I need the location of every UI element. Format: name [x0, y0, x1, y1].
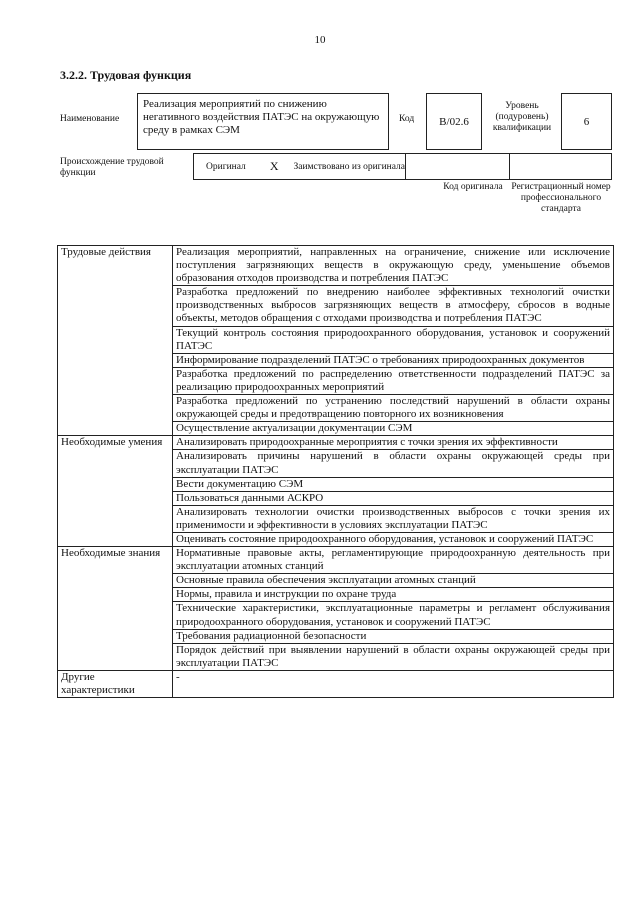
list-item: Анализировать причины нарушений в области охраны окружающей среды при эксплуатации ПАТЭС	[173, 450, 614, 477]
list-item: Оценивать состояние природоохранного оборудования, установок и сооружений ПАТЭС	[173, 532, 614, 546]
list-item: Анализировать технологии очистки производственных выбросов с точки зрения их применимости и эффективности в условиях эксплуатации ПАТЭС	[173, 505, 614, 532]
table-row	[58, 670, 614, 697]
qualification-level-label: Уровень (подуровень) квалификации	[492, 101, 552, 133]
function-code: B/02.6	[439, 115, 469, 128]
section-title: 3.2.2. Трудовая функция	[60, 68, 192, 82]
list-item: Вести документацию СЭМ	[173, 477, 614, 491]
origin-label: Происхождение трудовой функции	[60, 157, 164, 178]
section-title-other-characteristics: Другие характеристики	[58, 670, 173, 697]
list-item: Пользоваться данными АСКРО	[173, 491, 614, 505]
list-item: Осуществление актуализации документации СЭМ	[173, 422, 614, 436]
table-row	[58, 436, 614, 450]
borrowed-label: Заимствовано из оригинала	[293, 161, 405, 172]
origin-code-caption: Код оригинала	[443, 182, 503, 192]
origin-regnum-caption: Регистрационный номер профессионального стандарта	[511, 182, 611, 214]
table-row	[58, 547, 614, 574]
list-item: Нормативные правовые акты, регламентирующие природоохранную деятельность при эксплуатации атомных станций	[173, 547, 614, 574]
qualification-level: 6	[583, 115, 590, 128]
function-code-box	[426, 93, 482, 150]
list-item: Реализация мероприятий, направленных на ограничение, снижение или исключение поступления загрязняющих веществ в окружающую среду, уменьшение объемов образования отходов производства и потребления ПАТЭС	[173, 246, 614, 286]
origin-code-cell	[406, 154, 510, 179]
original-mark: X	[269, 159, 279, 173]
page-number: 10	[314, 34, 326, 46]
list-item: Текущий контроль состояния природоохранного оборудования, установок и сооружений ПАТЭС	[173, 326, 614, 353]
table-row	[58, 246, 614, 286]
list-item: Разработка предложений по внедрению наиболее эффективных технологий очистки производственных выбросов загрязняющих веществ в атмосферу, сбросов в водные объекты, методов обращения с отходами производства и потребления ПАТЭС	[173, 286, 614, 326]
function-name-box: Реализация мероприятий по снижению негативного воздействия ПАТЭС на окружающую среду в рамках СЭМ	[137, 93, 389, 150]
list-item: -	[173, 670, 614, 697]
list-item: Разработка предложений по устранению последствий нарушений в области охраны окружающей среды и предотвращению повторного их возникновения	[173, 395, 614, 422]
list-item: Порядок действий при выявлении нарушений в области охраны окружающей среды при эксплуатации ПАТЭС	[173, 643, 614, 670]
list-item: Информирование подразделений ПАТЭС о требованиях природоохранных документов	[173, 353, 614, 367]
original-label: Оригинал	[206, 161, 246, 172]
list-item: Основные правила обеспечения эксплуатации атомных станций	[173, 574, 614, 588]
list-item: Анализировать природоохранные мероприятия с точки зрения их эффективности	[173, 436, 614, 450]
origin-table	[193, 153, 612, 180]
qualification-level-box	[561, 93, 612, 150]
function-details-table	[57, 245, 614, 698]
name-label: Наименование	[60, 114, 120, 124]
section-title-labor-actions: Трудовые действия	[58, 246, 173, 436]
list-item: Требования радиационной безопасности	[173, 629, 614, 643]
origin-regnum-cell	[510, 154, 611, 179]
list-item: Технические характеристики, эксплуатационные параметры и регламент обслуживания природоохранного оборудования, установок и сооружений ПАТЭС	[173, 602, 614, 629]
origin-original-cell	[194, 154, 406, 179]
section-title-required-skills: Необходимые умения	[58, 436, 173, 547]
list-item: Разработка предложений по распределению ответственности подразделений ПАТЭС за реализацию природоохранных мероприятий	[173, 367, 614, 394]
code-label: Код	[399, 114, 415, 124]
section-title-required-knowledge: Необходимые знания	[58, 547, 173, 671]
list-item: Нормы, правила и инструкции по охране труда	[173, 588, 614, 602]
